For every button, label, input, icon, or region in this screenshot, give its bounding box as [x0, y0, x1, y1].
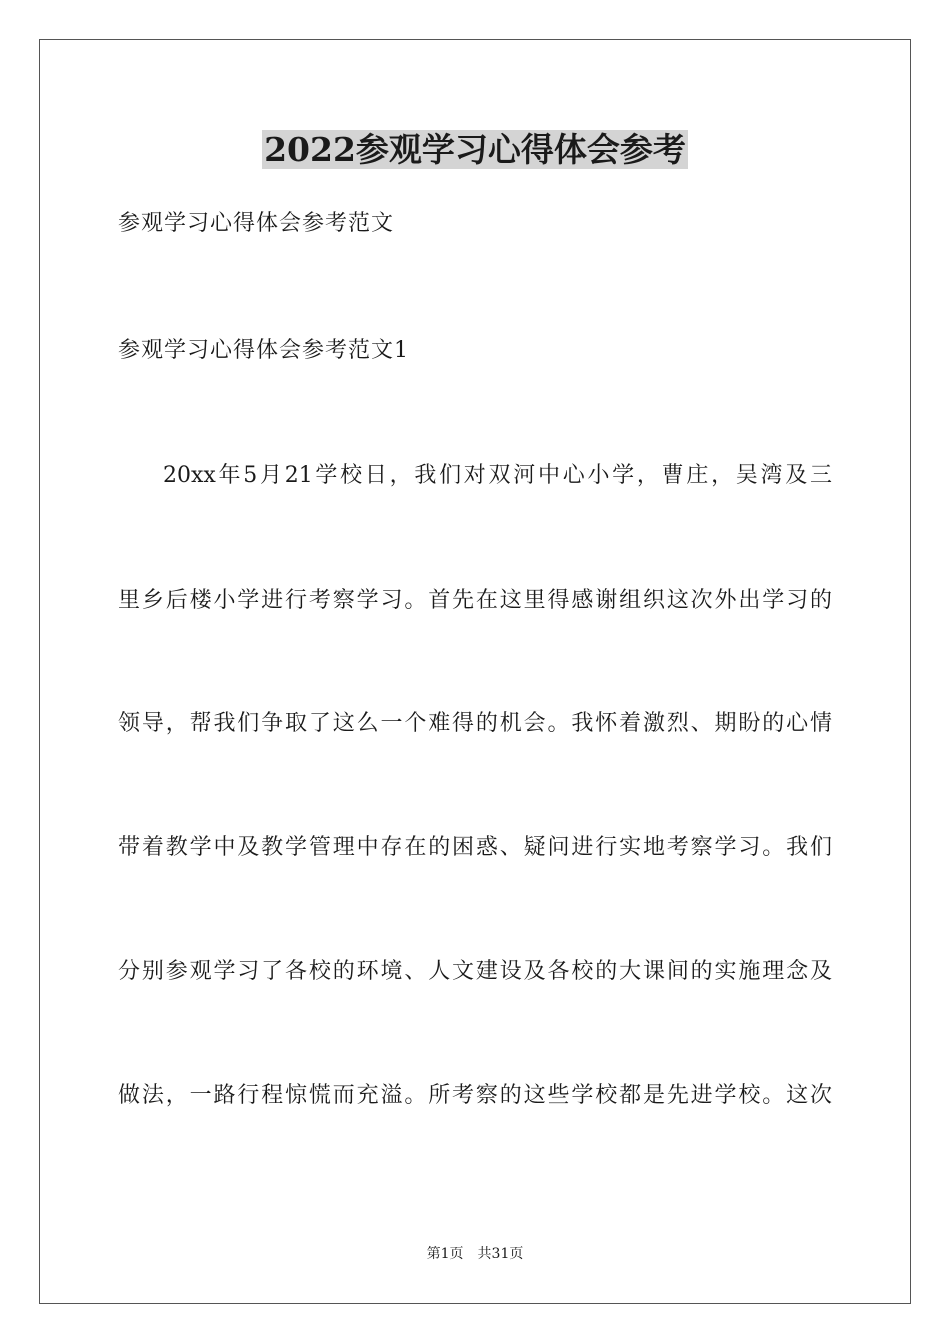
- page-total: 共31页: [477, 1246, 524, 1262]
- document-subtitle: 参观学习心得体会参考范文: [118, 211, 395, 236]
- paragraph-line: 20xx年5月21学校日，我们对双河中心小学，曹庄，吴湾及三: [163, 463, 832, 488]
- paragraph-line: 分别参观学习了各校的环境、人文建设及各校的大课间的实施理念及: [118, 959, 832, 984]
- document-title: [0, 128, 950, 172]
- paragraph-line: 带着教学中及教学管理中存在的困惑、疑问进行实地考察学习。我们: [118, 835, 832, 860]
- paragraph-line: 里乡后楼小学进行考察学习。首先在这里得感谢组织这次外出学习的: [118, 588, 832, 613]
- document-title-text: 2022参观学习心得体会参考: [264, 130, 686, 169]
- section-heading: 参观学习心得体会参考范文1: [118, 338, 409, 363]
- page-number: 第1页: [426, 1246, 464, 1262]
- page-footer: [0, 1244, 950, 1264]
- paragraph-line: 做法，一路行程惊慌而充溢。所考察的这些学校都是先进学校。这次: [118, 1083, 832, 1108]
- paragraph-line: 领导，帮我们争取了这么一个难得的机会。我怀着激烈、期盼的心情: [118, 711, 832, 736]
